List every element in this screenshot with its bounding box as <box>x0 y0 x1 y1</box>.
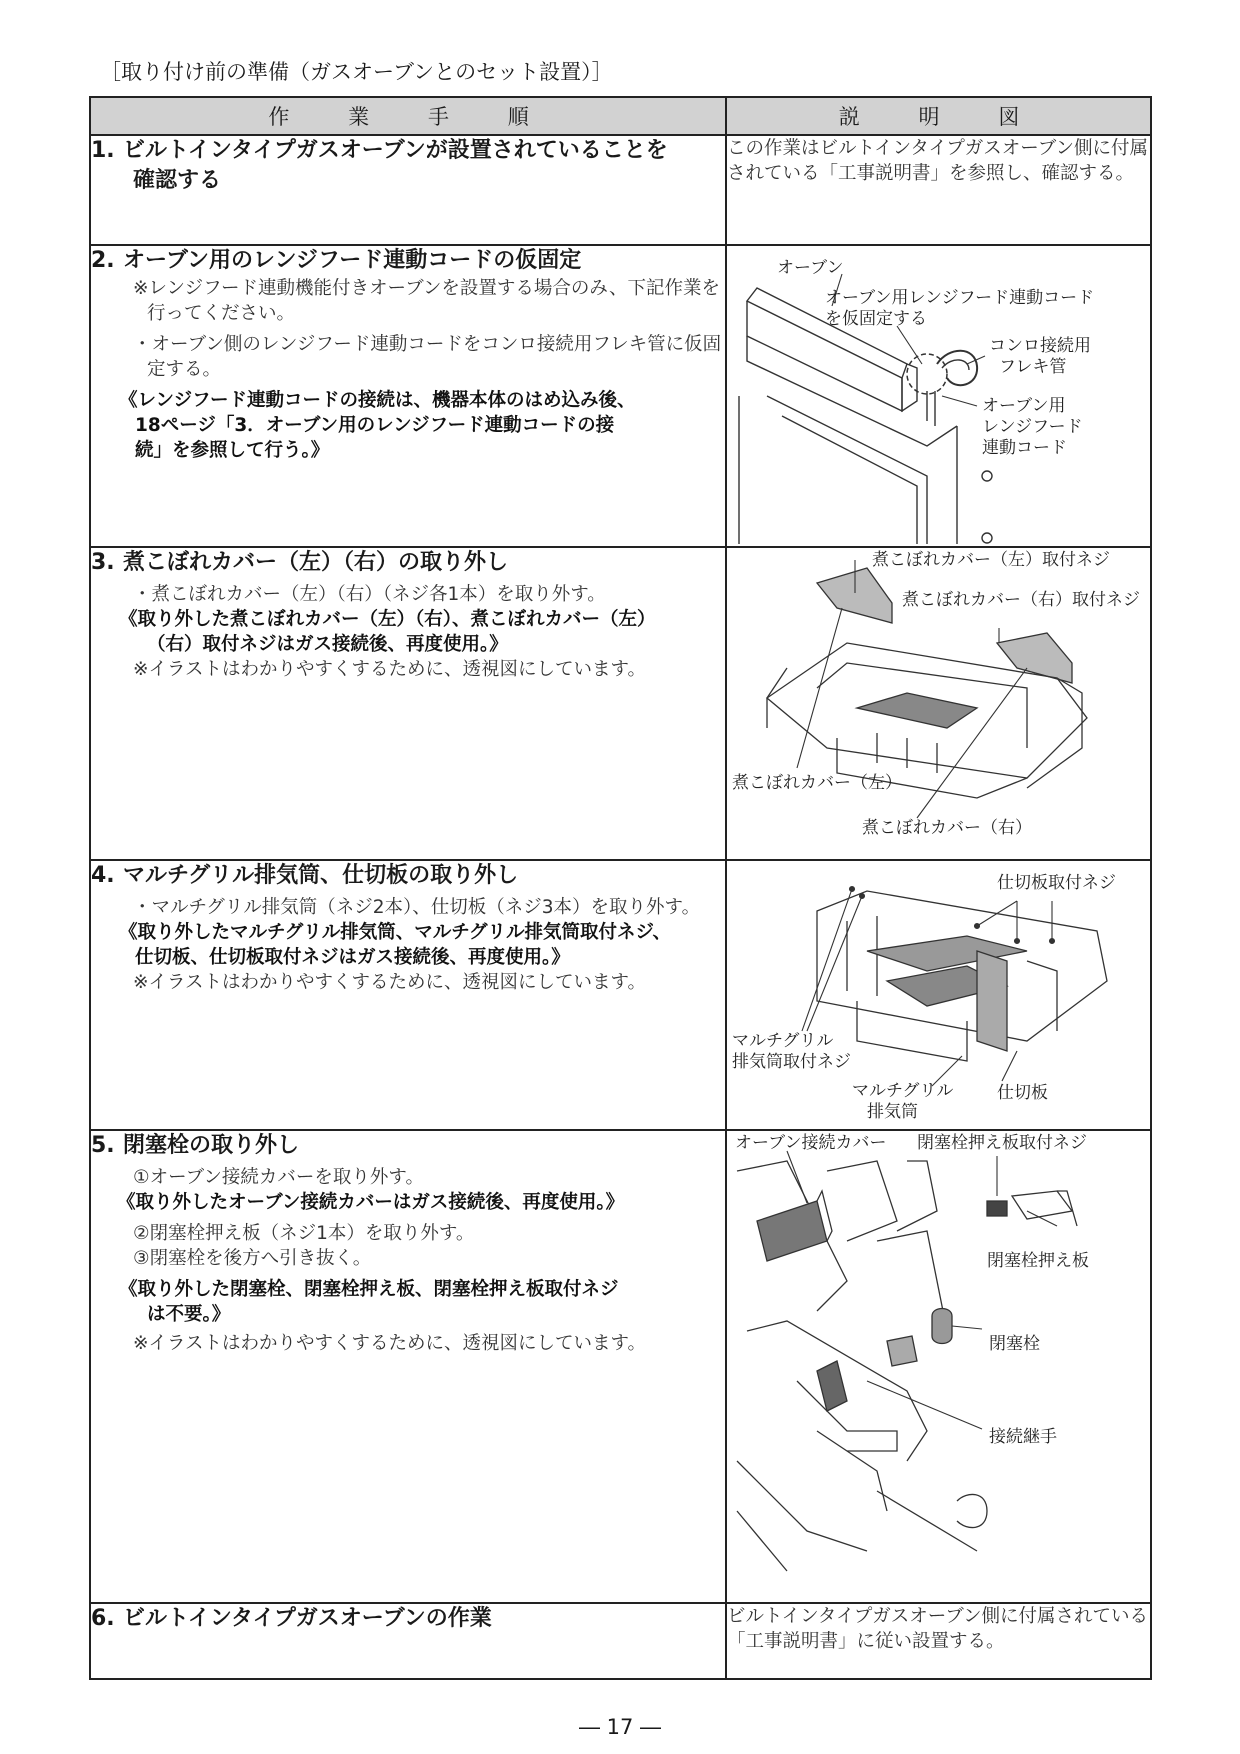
label-cord-fix-2: を仮固定する <box>825 309 927 329</box>
table-header-row <box>90 97 1151 135</box>
label-flex-pipe-2: フレキ管 <box>999 357 1067 377</box>
step-3-bullet: ・煮こぼれカバー（左）（右）（ネジ各1本）を取り外す。 <box>133 584 606 605</box>
step-6-procedure <box>90 1603 726 1679</box>
procedure-column-header: 作 業 手 順 <box>90 97 726 135</box>
step-2-figure-cell <box>726 245 1151 547</box>
step-3-title: 3. 煮こぼれカバー（左）（右）の取り外し <box>91 550 509 575</box>
step-3-bold-note: 《取り外した煮こぼれカバー（左）（右）、煮こぼれカバー（左） （右）取付ネジはガス接続後、再度使用。》 <box>119 609 656 655</box>
step-3-row <box>90 547 1151 860</box>
label-plug: 閉塞栓 <box>989 1334 1040 1354</box>
label-oven-cord: オーブン用 <box>982 396 1066 416</box>
plug-removal-illustration <box>727 1131 1147 1600</box>
step-4-procedure <box>90 860 726 1130</box>
step-5-note: ※イラストはわかりやすくするために、透視図にしています。 <box>133 1333 646 1354</box>
label-plate-screw: 閉塞栓押え板取付ネジ <box>917 1133 1087 1153</box>
label-partition-screw: 仕切板取付ネジ <box>997 873 1116 893</box>
label-cover-left: 煮こぼれカバー（左） <box>732 773 902 793</box>
step-5-item-2: ②閉塞栓押え板（ネジ1本）を取り外す。 <box>133 1223 475 1244</box>
label-flex-pipe: コンロ接続用 <box>989 336 1091 356</box>
step-2-bullet: ・オーブン側のレンジフード連動コードをコンロ接続用フレキ管に仮固定する。 <box>133 334 722 380</box>
step-2-procedure <box>90 245 726 547</box>
step-3-note: ※イラストはわかりやすくするために、透視図にしています。 <box>133 659 646 680</box>
step-1-title: 1. ビルトインタイプガスオーブンが設置されていることを 確認する <box>91 138 668 193</box>
step-4-figure-cell <box>726 860 1151 1130</box>
step-5-figure-cell <box>726 1130 1151 1603</box>
step-4-bold-note: 《取り外したマルチグリル排気筒、マルチグリル排気筒取付ネジ、 仕切板、仕切板取付ネジはガス接続後、再度使用。》 <box>119 922 672 968</box>
step-6-row <box>90 1603 1151 1679</box>
step-2-figure <box>727 246 1147 544</box>
label-cord-fix: オーブン用レンジフード連動コード <box>825 288 1095 308</box>
label-screw-left: 煮こぼれカバー（左）取付ネジ <box>872 550 1110 570</box>
label-exhaust-screw-2: 排気筒取付ネジ <box>732 1052 851 1072</box>
step-1-procedure <box>90 135 726 245</box>
step-3-procedure <box>90 547 726 860</box>
page-number: ― 17 ― <box>578 1715 662 1739</box>
label-plug-plate: 閉塞栓押え板 <box>987 1251 1089 1271</box>
step-5-bold-2: 《取り外した閉塞栓、閉塞栓押え板、閉塞栓押え板取付ネジ は不要。》 <box>119 1279 619 1325</box>
label-oven-connection-cover: オーブン接続カバー <box>735 1133 887 1153</box>
label-oven-cord-3: 連動コード <box>982 438 1067 458</box>
step-5-row <box>90 1130 1151 1603</box>
label-oven-cord-2: レンジフード <box>982 417 1083 437</box>
step-4-title: 4. マルチグリル排気筒、仕切板の取り外し <box>91 863 519 888</box>
label-oven: オーブン <box>777 258 844 278</box>
step-2-bold-note: 《レンジフード連動コードの接続は、機器本体のはめ込み後、 18ページ「3．オーブン用のレンジフード連動コードの接 続」を参照して行う。》 <box>119 390 636 461</box>
step-5-item-1: ①オーブン接続カバーを取り外す。 <box>133 1167 424 1188</box>
step-2-title: 2. オーブン用のレンジフード連動コードの仮固定 <box>91 248 582 273</box>
label-exhaust: マルチグリル <box>852 1081 954 1101</box>
label-joint: 接続継手 <box>989 1427 1057 1447</box>
step-4-figure <box>727 861 1147 1127</box>
section-title: ［取り付け前の準備（ガスオーブンとのセット設置）］ <box>100 60 613 84</box>
step-5-bold-1: 《取り外したオーブン接続カバーはガス接続後、再度使用。》 <box>117 1192 625 1213</box>
step-3-figure-cell <box>726 547 1151 860</box>
step-4-bullet: ・マルチグリル排気筒（ネジ2本）、仕切板（ネジ3本）を取り外す。 <box>133 897 701 918</box>
step-4-note: ※イラストはわかりやすくするために、透視図にしています。 <box>133 972 646 993</box>
step-5-figure <box>727 1131 1147 1600</box>
step-6-title: 6. ビルトインタイプガスオーブンの作業 <box>91 1606 492 1631</box>
figure-column-header: 説 明 図 <box>726 97 1151 135</box>
step-3-figure <box>727 548 1147 857</box>
step-1-row <box>90 135 1151 245</box>
step-5-title: 5. 閉塞栓の取り外し <box>91 1133 300 1158</box>
step-5-item-3: ③閉塞栓を後方へ引き抜く。 <box>133 1248 372 1269</box>
label-exhaust-2: 排気筒 <box>867 1102 918 1122</box>
step-1-description: この作業はビルトインタイプガスオーブン側に付属されている「工事説明書」を参照し、確認する。 <box>726 135 1151 245</box>
step-6-description: ビルトインタイプガスオーブン側に付属されている「工事説明書」に従い設置する。 <box>726 1603 1151 1679</box>
step-2-note: ※レンジフード連動機能付きオーブンを設置する場合のみ、下記作業を行ってください。 <box>133 278 720 324</box>
label-cover-right: 煮こぼれカバー（右） <box>862 818 1032 838</box>
step-4-row <box>90 860 1151 1130</box>
step-5-procedure <box>90 1130 726 1603</box>
label-exhaust-screw: マルチグリル <box>732 1031 834 1051</box>
procedure-table <box>89 96 1152 1680</box>
label-partition: 仕切板 <box>997 1083 1048 1103</box>
step-2-row <box>90 245 1151 547</box>
label-screw-right: 煮こぼれカバー（右）取付ネジ <box>902 590 1140 610</box>
